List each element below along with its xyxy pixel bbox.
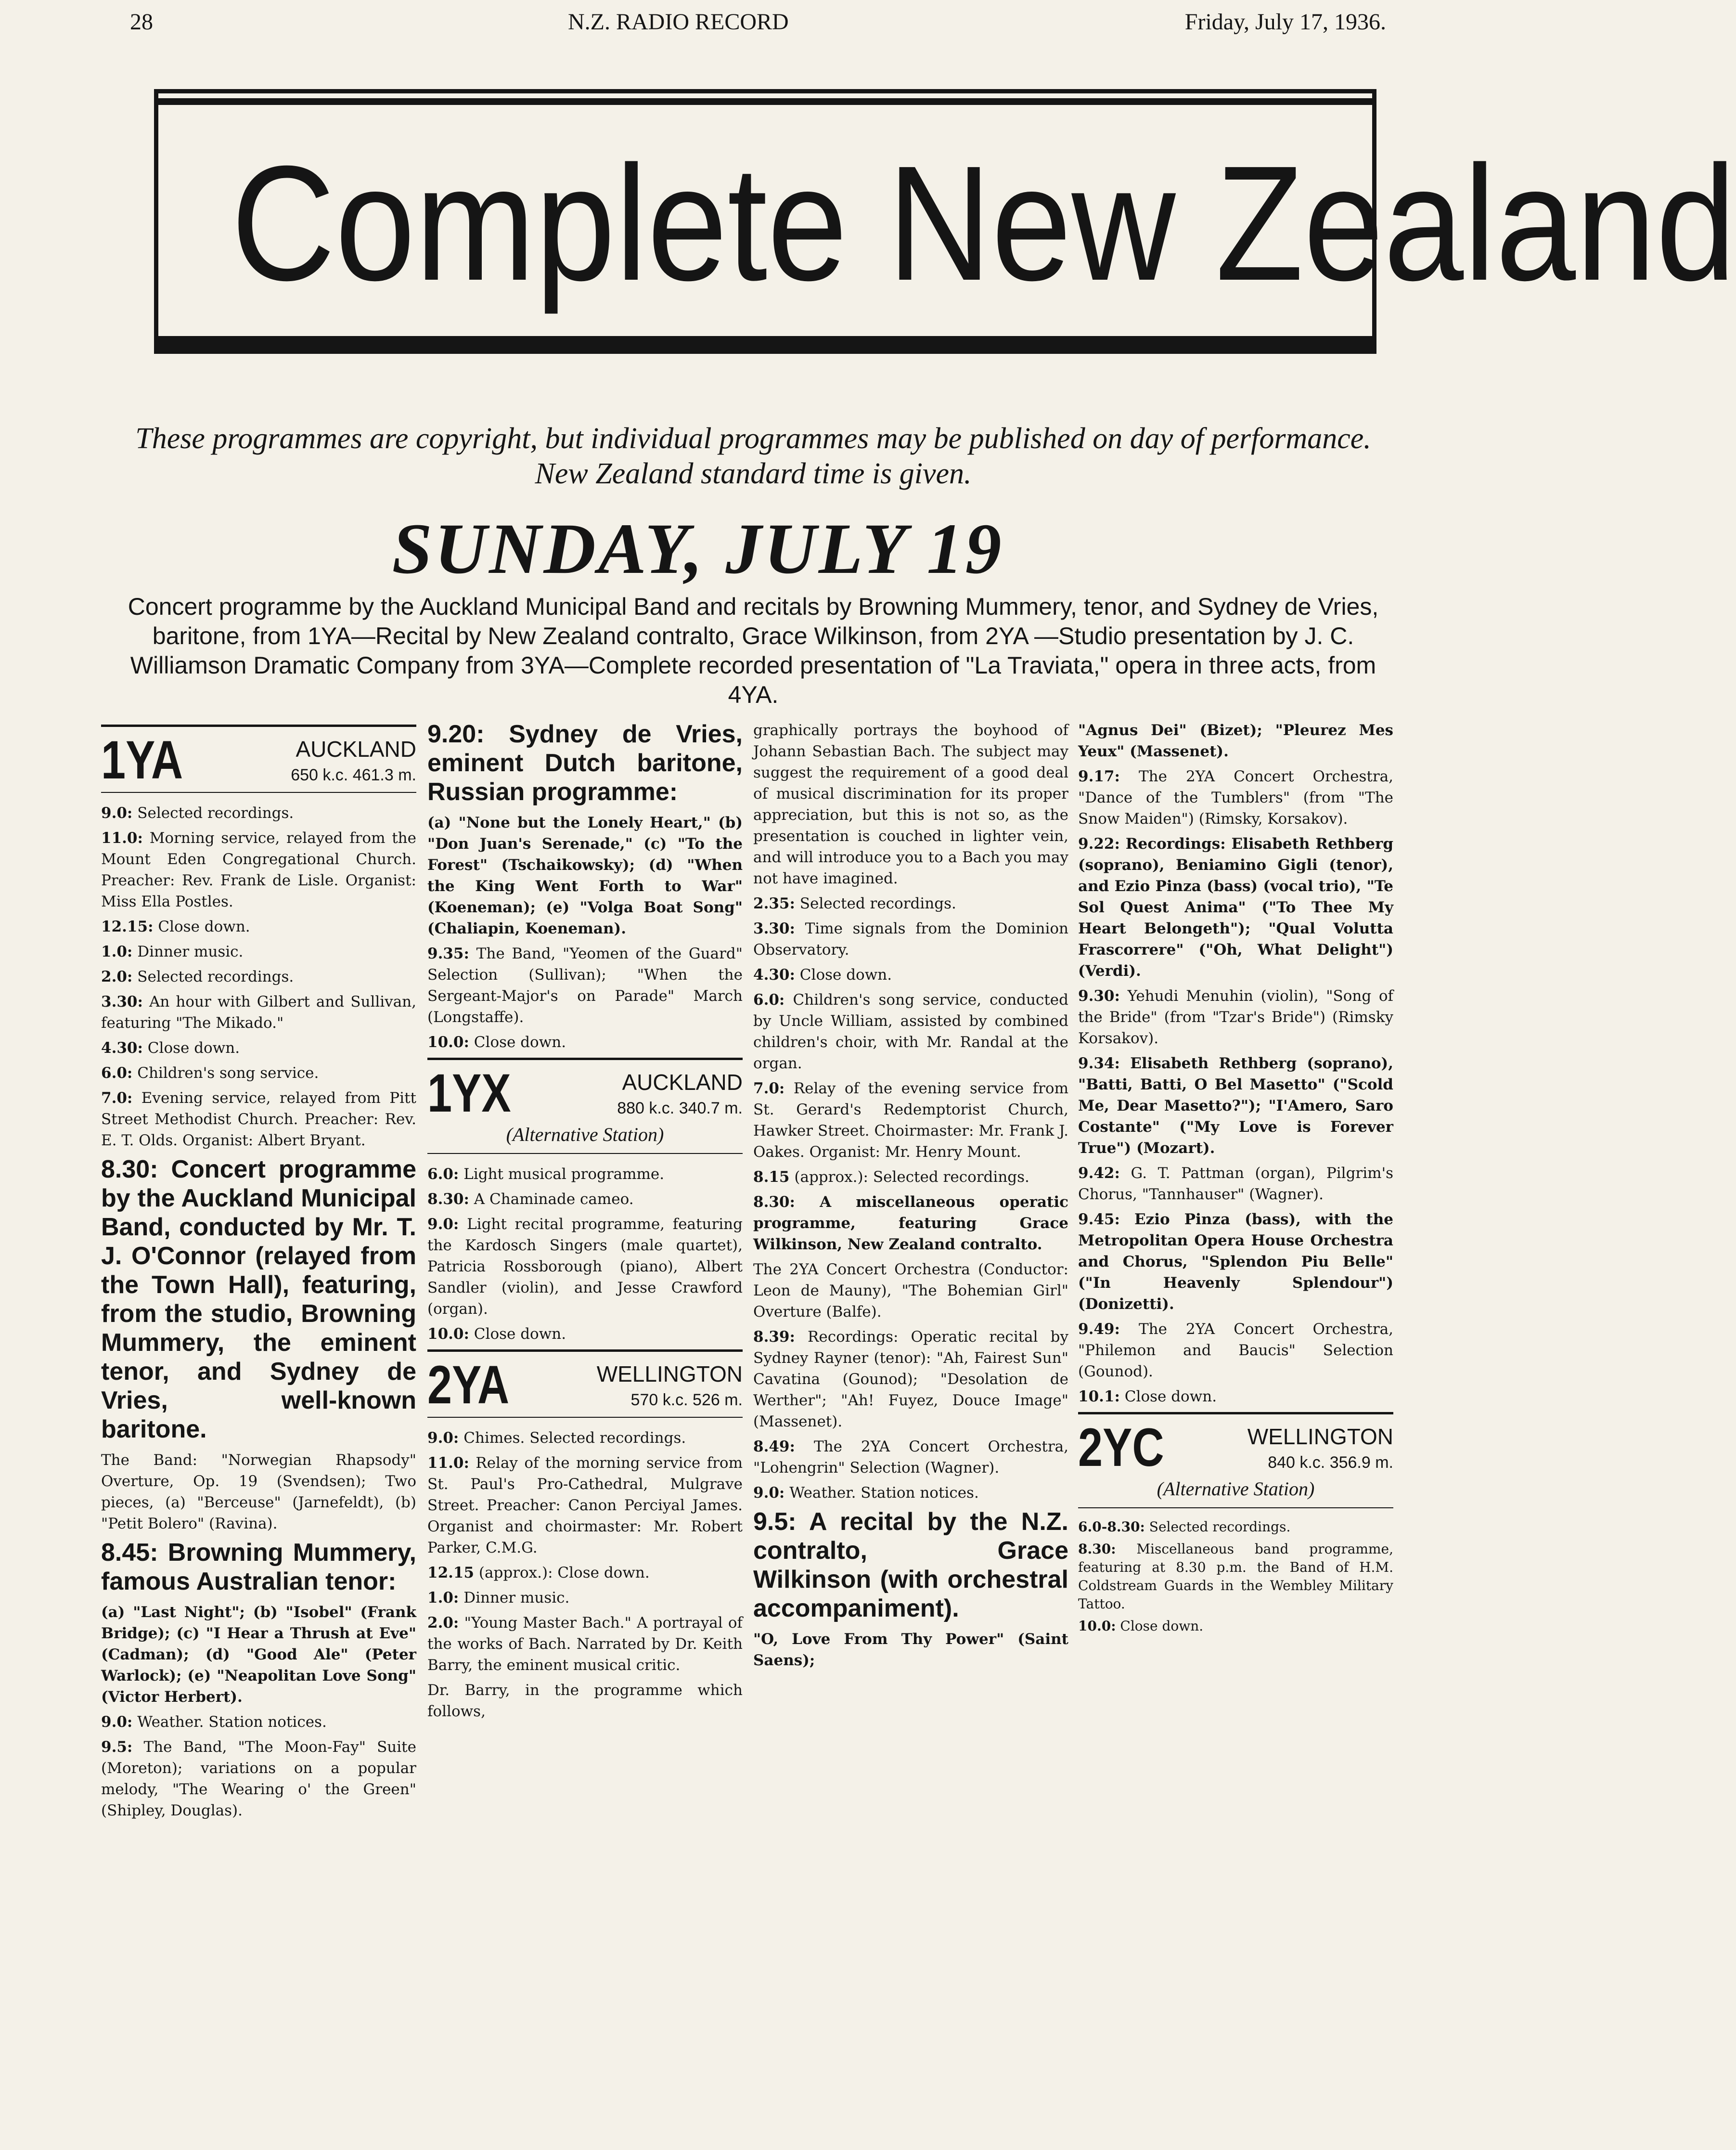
issue-date: Friday, July 17, 1936. <box>1184 9 1386 35</box>
programme-entry: "O, Love From Thy Power" (Saint Saens); <box>753 1631 1068 1669</box>
programme-entry: 7.0: Relay of the evening service from St. Gerard's Redemptorist Church, Hawker Street. Choirmaster: Mr. Frank J. Oakes. Organist: Mr. Henry Mount. <box>753 1080 1068 1161</box>
day-summary: Concert programme by the Auckland Municipal Band and recitals by Browning Mummery, tenor, and Sydney de Vries, baritone, from 1YA—Recital by New Zealand contralto, Grace Wilkinson, from 2YA —Studio presentation by J. C. Williamson Dramatic Company from 3YA—Complete recorded presentation of "La Traviata," opera in three acts, from 4YA. <box>128 593 1379 708</box>
masthead-top-rule <box>158 98 1372 105</box>
programme-entry-featured: 8.45: Browning Mummery, famous Australian tenor: <box>101 1539 416 1595</box>
station-header-1ya <box>101 725 416 793</box>
programme-column-1 <box>101 720 416 2140</box>
programme-entry: (a) "Last Night"; (b) "Isobel" (Frank Bridge); (c) "I Hear a Thrush at Eve" (Cadman); (d) "Good Ale" (Peter Warlock); (e) "Neapolitan Love Song" (Victor Herbert). <box>101 1604 416 1706</box>
programme-entry: 9.17: The 2YA Concert Orchestra, "Dance of the Tumblers" (from "The Snow Maiden") (Rimsky, Korsakov). <box>1078 768 1393 828</box>
programme-entry: 6.0-8.30: Selected recordings. <box>1078 1519 1291 1535</box>
programme-entry: 1.0: Dinner music. <box>427 1589 570 1606</box>
programme-entry: 6.0: Children's song service. <box>101 1064 319 1082</box>
masthead-title: Complete New Zealand <box>231 132 1736 315</box>
programme-entry: 9.22: Recordings: Elisabeth Rethberg (soprano), Beniamino Gigli (tenor), and Ezio Pinza (bass) (vocal trio), "Te Sol Quest Anima" ("To Thee My Heart Belongeth"); "Qual Volutta Frascorrere" ("Oh, What Delight") (Verdi). <box>1078 835 1393 980</box>
programme-entry: 2.0: Selected recordings. <box>101 968 294 985</box>
programme-entry: 10.1: Close down. <box>1078 1388 1217 1405</box>
programme-entry: 2.0: "Young Master Bach." A portrayal of the works of Bach. Narrated by Dr. Keith Barry, the eminent musical critic. <box>427 1614 743 1674</box>
programme-entry: 9.5: The Band, "The Moon-Fay" Suite (Moreton); variations on a popular melody, "The Wearing o' the Green" (Shipley, Douglas). <box>101 1738 416 1819</box>
day-heading: SUNDAY, JULY 19 <box>392 509 1004 589</box>
programme-entry: 1.0: Dinner music. <box>101 943 244 960</box>
programme-entry: graphically portrays the boyhood of Johann Sebastian Bach. The subject may suggest the requirement of a good deal of musical discrimination for its proper appreciation, but this is not so, as the presentation is couched in lighter vein, and will introduce you to a Bach you may not have imagined. <box>753 722 1068 887</box>
station-header-2ya <box>427 1349 743 1418</box>
programme-entry: 9.49: The 2YA Concert Orchestra, "Philemon and Baucis" Selection (Gounod). <box>1078 1321 1393 1380</box>
programme-entry: 9.34: Elisabeth Rethberg (soprano), "Batti, Batti, O Bel Masetto" ("Scold Me, Dear Masetto?"); "I'Amero, Saro Costante" ("My Love is Forever True") (Mozart). <box>1078 1055 1393 1157</box>
station-header-2yc <box>1078 1412 1393 1508</box>
alternative-station-label: (Alternative Station) <box>1157 1478 1315 1500</box>
alternative-station-label: (Alternative Station) <box>506 1124 664 1145</box>
station-call-sign: 2YA <box>427 1355 510 1415</box>
programme-entry: The Band: "Norwegian Rhapsody" Overture, Op. 19 (Svendsen); Two pieces, (a) "Berceuse" (Jarnefeldt), (b) "Petit Bolero" (Ravina). <box>101 1451 416 1532</box>
programme-entry: 9.42: G. T. Pattman (organ), Pilgrim's Chorus, "Tannhauser" (Wagner). <box>1078 1165 1393 1203</box>
station-call-sign: 2YC <box>1078 1417 1164 1477</box>
programme-entry: 2.35: Selected recordings. <box>753 895 956 912</box>
programme-entry-featured: 8.30: Concert programme by the Auckland Municipal Band, conducted by Mr. T. J. O'Connor (relayed from the Town Hall), featuring, from the studio, Browning Mummery, the eminent tenor, and Sydney de Vries, well-known baritone. <box>101 1155 416 1443</box>
programme-entry: 12.15 (approx.): Close down. <box>427 1564 650 1581</box>
programme-entry: 8.30: A miscellaneous operatic programme, featuring Grace Wilkinson, New Zealand contralto. <box>753 1193 1068 1253</box>
programme-entry: 9.0: Chimes. Selected recordings. <box>427 1429 686 1447</box>
programme-entry: 10.0: Close down. <box>1078 1618 1204 1634</box>
station-city: WELLINGTON <box>1247 1424 1393 1449</box>
station-frequency: 840 k.c. 356.9 m. <box>1268 1453 1393 1472</box>
programme-entry: 6.0: Light musical programme. <box>427 1166 665 1183</box>
programme-entry: 7.0: Evening service, relayed from Pitt Street Methodist Church. Preacher: Rev. E. T. Olds. Organist: Albert Bryant. <box>101 1089 416 1149</box>
masthead-bottom-rule <box>158 336 1372 350</box>
programme-entry: 11.0: Relay of the morning service from St. Paul's Pro-Cathedral, Mulgrave Street. Preacher: Canon Perciyal James. Organist and choirmaster: Mr. Robert Parker, C.M.G. <box>427 1454 743 1556</box>
programme-entry: 9.0: Weather. Station notices. <box>101 1713 327 1731</box>
programme-entry: 11.0: Morning service, relayed from the Mount Eden Congregational Church. Preacher: Rev. Frank de Lisle. Organist: Miss Ella Postles. <box>101 829 416 910</box>
programme-entry: 8.39: Recordings: Operatic recital by Sydney Rayner (tenor): "Ah, Fairest Sun" Cavatina (Gounod); "Desolation de Werther"; "Ah! Fuyez, Douce Image" (Massenet). <box>753 1328 1068 1430</box>
programme-entry: "Agnus Dei" (Bizet); "Pleurez Mes Yeux" (Massenet). <box>1078 722 1393 760</box>
copyright-note: These programmes are copyright, but individual programmes may be published on day of performance. New Zealand standard time is given. <box>135 422 1371 490</box>
programme-column-4 <box>1078 720 1393 2140</box>
station-call-sign: 1YA <box>101 730 183 790</box>
programme-entry: 3.30: Time signals from the Dominion Observatory. <box>753 920 1068 958</box>
programme-entry: 8.30: A Chaminade cameo. <box>427 1191 634 1208</box>
station-city: AUCKLAND <box>296 737 416 762</box>
programme-column-2 <box>427 720 743 2140</box>
programme-entry: 10.0: Close down. <box>427 1034 566 1051</box>
programme-entry: 9.45: Ezio Pinza (bass), with the Metropolitan Opera House Orchestra and Chorus, "Splendon Piu Belle" ("In Heavenly Splendour") (Donizetti). <box>1078 1211 1393 1313</box>
programme-entry: 4.30: Close down. <box>101 1039 240 1057</box>
programme-entry: 10.0: Close down. <box>427 1325 566 1343</box>
programme-entry: 3.30: An hour with Gilbert and Sullivan, featuring "The Mikado." <box>101 993 416 1032</box>
programme-entry-featured: 9.5: A recital by the N.Z. contralto, Grace Wilkinson (with orchestral accompaniment). <box>753 1508 1068 1622</box>
programme-entry: Dr. Barry, in the programme which follows, <box>427 1682 743 1720</box>
station-frequency: 570 k.c. 526 m. <box>630 1391 743 1409</box>
programme-entry: The 2YA Concert Orchestra (Conductor: Leon de Mauny), "The Bohemian Girl" Overture (Balfe). <box>753 1261 1068 1321</box>
programme-entry: 9.0: Weather. Station notices. <box>753 1484 979 1502</box>
programme-entry: 8.49: The 2YA Concert Orchestra, "Lohengrin" Selection (Wagner). <box>753 1438 1068 1477</box>
station-call-sign: 1YX <box>427 1063 511 1123</box>
programme-entry: 8.15 (approx.): Selected recordings. <box>753 1168 1029 1186</box>
publication-name: N.Z. RADIO RECORD <box>568 9 789 35</box>
programme-entry: 6.0: Children's song service, conducted by Uncle William, assisted by combined children's choir, with Mr. Randal at the organ. <box>753 991 1068 1072</box>
station-city: WELLINGTON <box>596 1361 743 1386</box>
programme-entry: 8.30: Miscellaneous band programme, featuring at 8.30 p.m. the Band of H.M. Coldstream Guards in the Wembley Military Tattoo. <box>1078 1541 1393 1612</box>
programme-entry: 4.30: Close down. <box>753 966 892 984</box>
programme-entry: 9.30: Yehudi Menuhin (violin), "Song of the Bride" (from "Tzar's Bride") (Rimsky Korsakov). <box>1078 987 1393 1047</box>
masthead-box <box>154 89 1736 354</box>
programme-entry: 12.15: Close down. <box>101 918 250 935</box>
station-city: AUCKLAND <box>622 1070 743 1095</box>
programme-entry: 9.35: The Band, "Yeomen of the Guard" Selection (Sullivan); "When the Sergeant-Major's on Parade" March (Longstaffe). <box>427 945 743 1026</box>
programme-entry-featured: 9.20: Sydney de Vries, eminent Dutch baritone, Russian programme: <box>427 720 743 806</box>
programme-entry: 9.0: Light recital programme, featuring the Kardosch Singers (male quartet), Patricia Rossborough (piano), Albert Sandler (violin), and Jesse Crawford (organ). <box>427 1216 743 1318</box>
station-frequency: 650 k.c. 461.3 m. <box>291 766 416 784</box>
page-header <box>130 9 1386 42</box>
station-frequency: 880 k.c. 340.7 m. <box>617 1099 743 1117</box>
station-header-1yx <box>427 1058 743 1154</box>
programme-entry: (a) "None but the Lonely Heart," (b) "Don Juan's Serenade," (c) "To the Forest" (Tschaikowsky); (d) "When the King Went Forth to War" (Koeneman); (e) "Volga Boat Song" (Chaliapin, Koeneman). <box>427 814 743 937</box>
programme-entry: 9.0: Selected recordings. <box>101 804 294 822</box>
programme-column-3 <box>753 720 1068 2140</box>
page-number: 28 <box>130 9 153 35</box>
